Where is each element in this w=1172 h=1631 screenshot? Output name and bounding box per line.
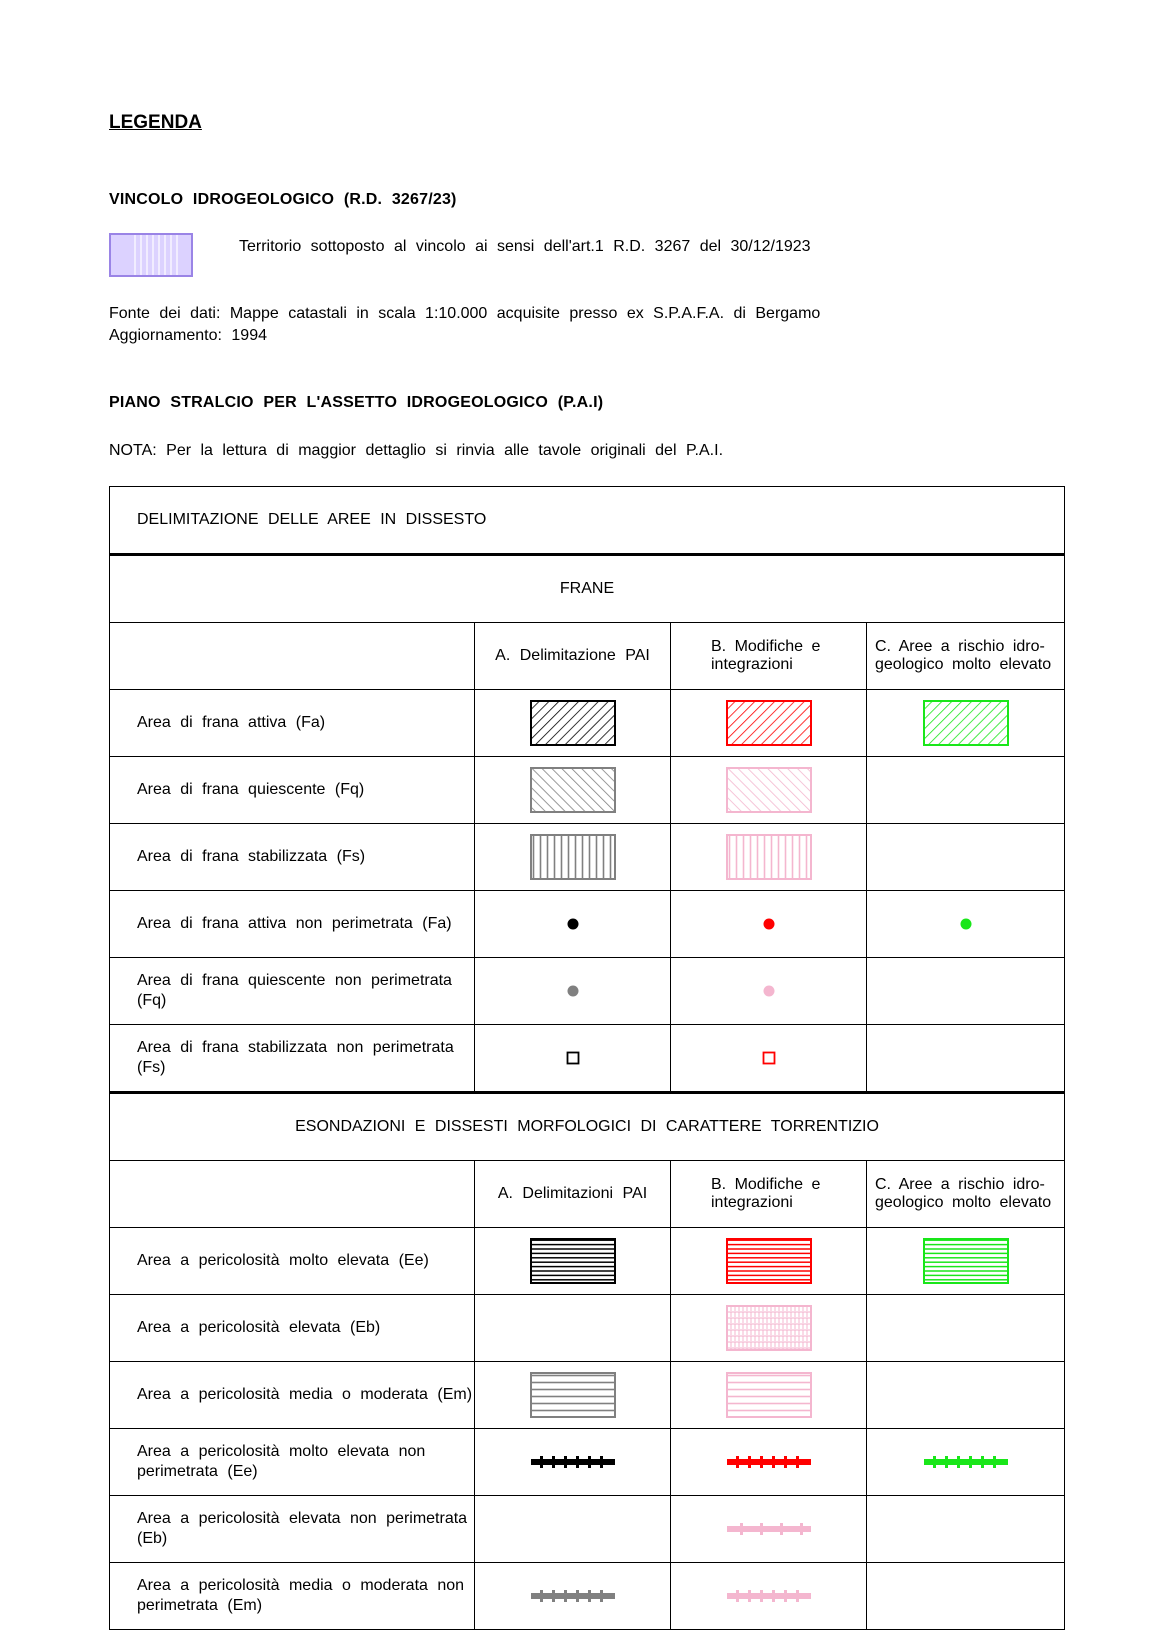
row-label: Area di frana attiva (Fa): [110, 690, 475, 757]
empty-cell: [867, 1025, 1065, 1093]
frane-col-c: C. Aree a rischio idro-geologico molto elevato: [867, 623, 1065, 690]
table-row: [110, 1025, 1065, 1093]
dashed-line-pink-icon: [726, 1522, 812, 1536]
pai-note: NOTA: Per la lettura di maggior dettaglio si rinvia alle tavole originali del P.A.I.: [109, 442, 724, 459]
empty-cell: [867, 1362, 1065, 1429]
hatch-diagonal-green-swatch: [923, 700, 1009, 746]
table-row: [110, 1563, 1065, 1630]
hatch-vertical-grey-swatch: [530, 834, 616, 880]
empty-cell: [110, 1161, 475, 1228]
source-line: Fonte dei dati: Mappe catastali in scala 1:10.000 acquisite presso ex S.P.A.F.A. di Bergamo: [109, 305, 821, 322]
row-label: Area di frana attiva non perimetrata (Fa): [110, 891, 475, 958]
empty-cell: [475, 1496, 671, 1563]
empty-cell: [110, 623, 475, 690]
dashed-line-black-icon: [530, 1455, 616, 1469]
vincolo-heading: VINCOLO IDROGEOLOGICO (R.D. 3267/23): [109, 191, 457, 208]
row-label: Area di frana quiescente (Fq): [110, 757, 475, 824]
row-label: Area a pericolosità elevata non perimetrata (Eb): [110, 1496, 475, 1563]
dashed-line-pink-medium-icon: [726, 1589, 812, 1603]
esondazioni-col-a: A. Delimitazioni PAI: [475, 1161, 671, 1228]
table-title-row: [110, 487, 1065, 555]
frane-heading: FRANE: [110, 555, 1065, 623]
row-label: Area di frana quiescente non perimetrata (Fq): [110, 958, 475, 1025]
table-row: [110, 824, 1065, 891]
legend-title: LEGENDA: [109, 112, 202, 133]
table-row: [110, 690, 1065, 757]
table-row: [110, 958, 1065, 1025]
dashed-line-red-icon: [726, 1455, 812, 1469]
dot-black-icon: [566, 917, 580, 931]
row-label: Area di frana stabilizzata non perimetrata (Fs): [110, 1025, 475, 1093]
row-label: Area a pericolosità media o moderata (Em): [110, 1362, 475, 1429]
dashed-line-grey-icon: [530, 1589, 616, 1603]
row-label: Area a pericolosità elevata (Eb): [110, 1295, 475, 1362]
row-label: Area di frana stabilizzata (Fs): [110, 824, 475, 891]
hatch-backslash-pink-swatch: [726, 767, 812, 813]
row-label: Area a pericolosità molto elevata non perimetrata (Ee): [110, 1429, 475, 1496]
square-outline-black-icon: [566, 1051, 580, 1065]
dot-grey-icon: [566, 984, 580, 998]
hatch-grid-pink-swatch: [726, 1305, 812, 1351]
table-row: [110, 1496, 1065, 1563]
hatch-vertical-pink-swatch: [726, 834, 812, 880]
row-label: Area a pericolosità media o moderata non perimetrata (Em): [110, 1563, 475, 1630]
dot-pink-icon: [762, 984, 776, 998]
empty-cell: [867, 1295, 1065, 1362]
square-outline-red-icon: [762, 1051, 776, 1065]
empty-cell: [867, 1496, 1065, 1563]
table-row: [110, 891, 1065, 958]
hatch-horizontal-black-swatch: [530, 1238, 616, 1284]
pai-heading: PIANO STRALCIO PER L'ASSETTO IDROGEOLOGICO (P.A.I): [109, 394, 604, 411]
hatch-horizontal-grey-swatch: [530, 1372, 616, 1418]
table-row: [110, 1295, 1065, 1362]
empty-cell: [867, 824, 1065, 891]
table-title: DELIMITAZIONE DELLE AREE IN DISSESTO: [110, 487, 1065, 555]
esondazioni-col-b: B. Modifiche e integrazioni: [671, 1161, 867, 1228]
hatch-horizontal-pink-swatch: [726, 1372, 812, 1418]
legend-table: [109, 486, 1065, 1630]
esondazioni-col-c: C. Aree a rischio idro-geologico molto elevato: [867, 1161, 1065, 1228]
esondazioni-columns-row: [110, 1161, 1065, 1228]
hatch-diagonal-black-swatch: [530, 700, 616, 746]
esondazioni-heading: ESONDAZIONI E DISSESTI MORFOLOGICI DI CARATTERE TORRENTIZIO: [110, 1093, 1065, 1161]
empty-cell: [867, 757, 1065, 824]
vincolo-swatch-description: Territorio sottoposto al vincolo ai sensi dell'art.1 R.D. 3267 del 30/12/1923: [239, 238, 811, 255]
frane-col-b: B. Modifiche e integrazioni: [671, 623, 867, 690]
empty-cell: [475, 1295, 671, 1362]
hatch-horizontal-green-swatch: [923, 1238, 1009, 1284]
update-line: Aggiornamento: 1994: [109, 327, 267, 344]
hatch-backslash-grey-swatch: [530, 767, 616, 813]
empty-cell: [867, 1563, 1065, 1630]
hatch-diagonal-red-swatch: [726, 700, 812, 746]
esondazioni-heading-row: [110, 1093, 1065, 1161]
dot-green-icon: [959, 917, 973, 931]
frane-col-a: A. Delimitazione PAI: [475, 623, 671, 690]
table-row: [110, 1429, 1065, 1496]
dashed-line-green-icon: [923, 1455, 1009, 1469]
dot-red-icon: [762, 917, 776, 931]
vincolo-swatch-pattern: [111, 235, 191, 275]
table-row: [110, 1362, 1065, 1429]
table-row: [110, 757, 1065, 824]
frane-columns-row: [110, 623, 1065, 690]
row-label: Area a pericolosità molto elevata (Ee): [110, 1228, 475, 1295]
table-row: [110, 1228, 1065, 1295]
frane-heading-row: [110, 555, 1065, 623]
vincolo-swatch: [109, 233, 193, 277]
hatch-horizontal-red-swatch: [726, 1238, 812, 1284]
empty-cell: [867, 958, 1065, 1025]
